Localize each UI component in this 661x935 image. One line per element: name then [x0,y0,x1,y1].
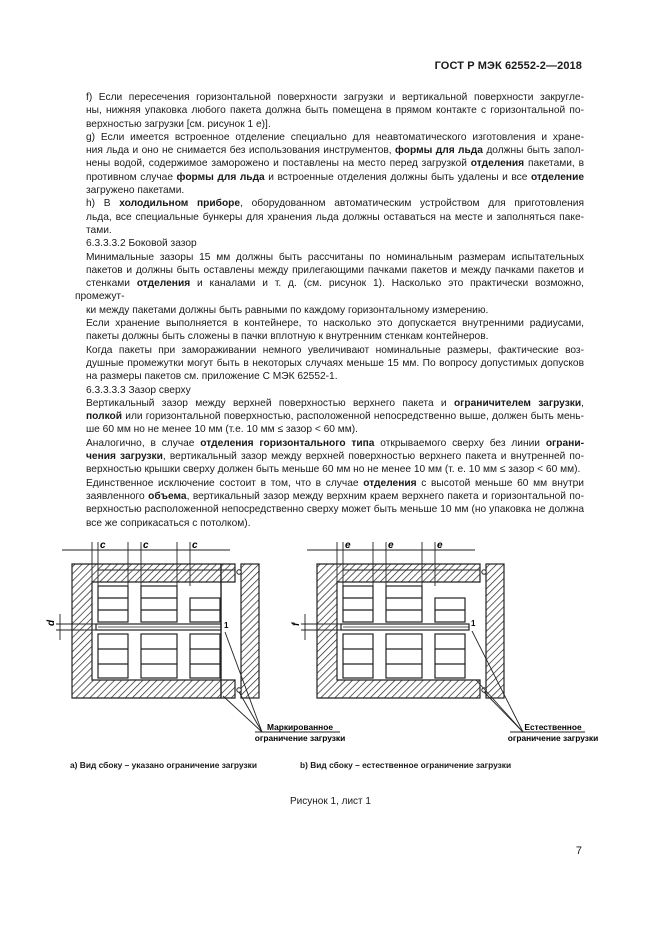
text-line: ния льда и оно не снимается без использования инструментов, формы для льда должны быть запол- [86,145,584,157]
figure-drawing [40,528,620,778]
paragraph-freezing [75,344,584,384]
text-line: Если хранение выполняется в контейнере, то насколько это допускается внутренними радиусами, [86,318,584,330]
gap-label-c3: c [192,540,198,551]
text-line: на размеры пакетов см. приложение С МЭК 62552-1. [86,371,338,383]
caption-view-b: b) Вид сбоку – естественное ограничение загрузки [300,760,512,770]
document-standard-header: ГОСТ Р МЭК 62552-2—2018 [434,60,582,72]
text-line: ше 60 мм но не менее 10 мм (т.е. 10 мм ≤ зазор < 60 мм). [86,424,358,436]
text-line: ны, нижняя упаковка любого пакета должна быть помещена в прямом контакте с горизонтальной по- [86,105,584,117]
text-line: нены водой, содержимое заморожено и поставлены на место перед загрузкой отделения пакетами, в [86,158,584,170]
text-line: Аналогично, в случае отделения горизонтального типа открываемого сверху без линии ограни- [86,437,584,449]
paragraph-exception [75,477,584,530]
lower-packages [343,634,465,678]
text-line: все же соприкасаться с потолком). [86,517,251,529]
paragraph-h [75,197,584,237]
text-line: пакетов и должны быть оставлены между прилегающими пачками пакетов и между пачками пакетов и [86,264,584,276]
text-line: тами. [86,224,112,236]
text-line: чения загрузки, вертикальный зазор между верхней поверхностью верхнего пакета и внутренней по- [86,451,584,463]
side-view-marked-limit [46,540,345,743]
text-line: заявленного объема, вертикальный зазор между верхним краем верхнего пакета и горизонтальной по- [86,490,584,502]
text-line: льда, все специальные бункеры для хранения льда должны оставаться на месте и заполняться паке- [86,211,584,223]
text-line: ки между пакетами должны быть равными по каждому горизонтальному измерению. [86,304,489,316]
side-view-natural-limit [291,540,598,743]
side-label-f: f [291,622,302,626]
upper-packages [98,586,220,622]
text-line: Вертикальный зазор между верхней поверхностью верхнего пакета и ограничителем загрузки, [86,397,584,409]
callout-natural-line2: ограничение загрузки [507,733,599,743]
caption-view-a: a) Вид сбоку – указано ограничение загрузки [70,760,257,770]
paragraph-container [75,317,584,344]
text-line: Минимальные зазоры 15 мм должны быть рассчитаны по номинальным размерам испытательных [86,251,584,263]
page-number: 7 [575,845,582,857]
figure-1 [40,528,620,778]
gap-label-e1: e [345,540,351,551]
gap-label-e2: e [388,540,394,551]
text-line: h) В холодильном приборе, оборудованном автоматическим устройством для приготовления [86,198,584,210]
section-heading-top-gap [75,384,584,397]
callout-marked-line2: ограничение загрузки [254,733,346,743]
document-body [75,91,584,530]
section-heading-side-gap [75,237,584,250]
point-label-1: 1 [224,621,229,630]
text-line: Единственное исключение состоит в том, что в случае отделения с высотой меньше 60 мм внутри [86,477,584,489]
text-line: Когда пакеты при замораживании немного увеличивают номинальные размеры, фактические воз- [86,344,584,356]
paragraph-f [75,91,584,131]
door [241,564,259,698]
paragraph-min-gaps [75,251,584,317]
text-line: 6.3.3.3.3 Зазор сверху [86,384,191,396]
gap-label-c1: c [100,540,106,551]
text-line: верхностью загрузки [см. рисунок 1 e)]. [86,118,271,130]
text-line: пакеты должны быть сложены в пачки вплотную к внутренним стенкам контейнеров. [86,331,489,343]
paragraph-g [75,131,584,197]
text-line: верхностью крышки сверху должен быть меньше 60 мм но не менее 10 мм (т. е. 10 мм ≤ зазор < 60 мм). [86,464,581,476]
gap-label-e3: e [437,540,443,551]
text-line: стенками отделения и каналами и т. д. (см. рисунок 1). Насколько это практически возможно, промежут- [75,278,585,303]
upper-packages [343,586,465,622]
text-line: g) Если имеется встроенное отделение специально для неавтоматического изготовления и хране- [86,131,584,143]
text-line: загружено пакетами. [86,185,185,197]
text-line: полкой или горизонтальной поверхностью, расположенной непосредственно выше, должен быть мень- [86,411,584,423]
gap-label-c2: c [143,540,149,551]
figure-caption: Рисунок 1, лист 1 [290,796,371,807]
point-label-1: 1 [471,619,476,628]
text-line: f) Если пересечения горизонтальной поверхности загрузки и вертикальной поверхности закругле- [86,92,584,103]
door [486,564,504,698]
callout-natural-line1: Естественное [524,722,582,732]
text-line: 6.3.3.3.2 Боковой зазор [86,238,197,250]
callout-marked-line1: Маркированное [266,722,334,732]
text-line: верхностью расположенной непосредственно сверху может быть меньше 10 мм (но упаковка не должна [86,504,584,516]
text-line: противном случае формы для льда и встроенные отделения должны быть удалены и все отделение [86,171,584,183]
lower-packages [98,634,220,678]
paragraph-vertical-gap [75,397,584,437]
paragraph-horizontal-type [75,437,584,477]
side-label-d: d [46,619,57,626]
text-line: душные промежутки могут быть в некоторых случаях меньше 15 мм. По вопросу допустимых допусков [86,357,584,369]
